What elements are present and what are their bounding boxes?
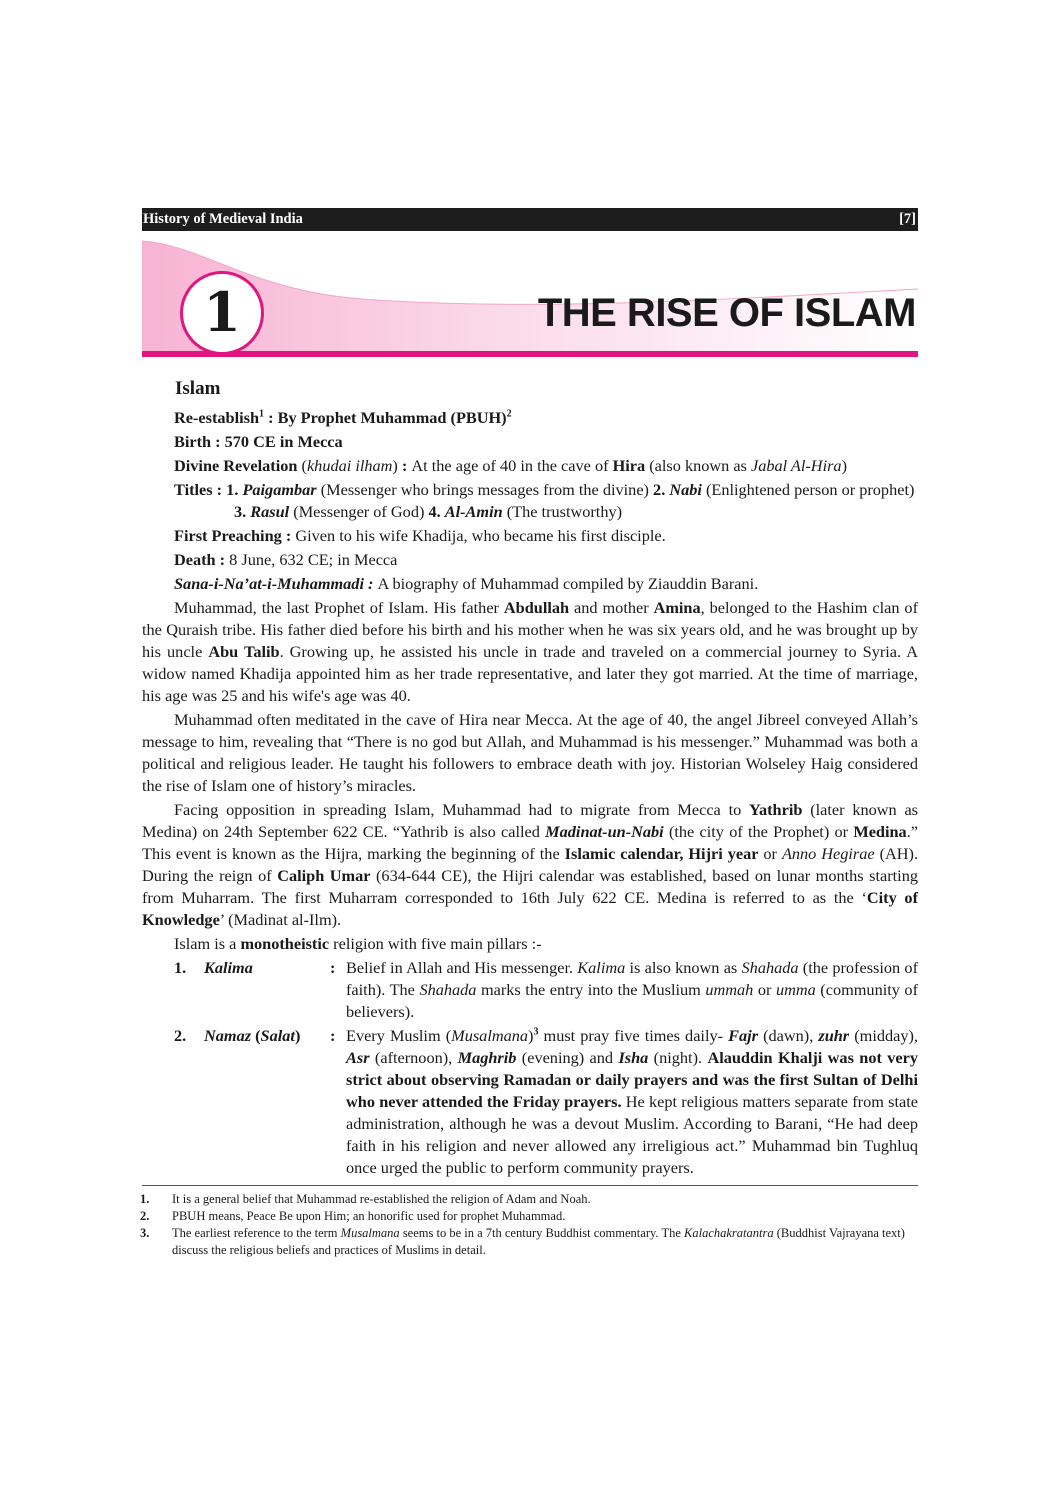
pillar-item: 1. Kalima : Belief in Allah and His messenger. Kalima is also known as Shahada (the profession of faith). The Shahada marks the entry into the Muslium ummah or umma (community of believers).: [174, 958, 918, 1021]
fact-reestablish: Re-establish$^1$ : By Prophet Muhammad (PBUH)$^2$: [174, 408, 512, 427]
fact-death: Death : 8 June, 632 CE; in Mecca: [174, 550, 398, 569]
footnote: 1. It is a general belief that Muhammad re-established the religion of Adam and Noah.: [140, 1192, 591, 1206]
book-title: History of Medieval India: [143, 211, 303, 227]
section-heading: Islam: [175, 378, 221, 399]
footnote-ref-1[interactable]: 1: [259, 408, 265, 420]
pillar-description: Belief in Allah and His messenger. Kalima is also known as Shahada (the profession of faith). The Shahada marks the entry into the Muslium ummah or umma (community of believers).: [346, 958, 918, 1021]
pillar-number: 2.: [174, 1026, 187, 1045]
fact-first-preaching: First Preaching : Given to his wife Khadija, who became his first disciple.: [174, 526, 666, 545]
paragraph-early-life: Muhammad, the last Prophet of Islam. His father Abdullah and mother Amina, belonged to the Hashim clan of the Quraish tribe. His father died before his birth and his mother when he was six years old, and he was brought up by his uncle Abu Talib. Growing up, he assisted his uncle in trade and traveled on a commercial journey to Syria. A widow named Khadija appointed him as her trade representative, and later they got married. At the time of marriage, his age was 25 and his wife's age was 40.: [142, 598, 918, 705]
footnote-ref-3[interactable]: 3: [533, 1026, 539, 1038]
paragraph-pillars-intro: Islam is a monotheistic religion with five main pillars :-: [174, 934, 542, 953]
running-header: [142, 208, 918, 231]
fact-birth: Birth : 570 CE in Mecca: [174, 432, 343, 451]
pillar-name: Kalima: [204, 958, 253, 977]
fact-divine-revelation: Divine Revelation (khudai ilham) : At the age of 40 in the cave of Hira (also known as Jabal Al-Hira): [174, 456, 847, 475]
pillar-item: 2. Namaz (Salat) : Every Muslim (Musalmana)$^3$ must pray five times daily- Fajr (dawn), zuhr (midday), Asr (afternoon), Maghrib (evening) and Isha (night). Alauddin Khalji was not very strict about observing Ramadan or daily prayers and was the first Sultan of Delhi who never attended the Friday prayers. He kept religious matters separate from state administration, although he was a devout Muslim. According to Barani, “He had deep faith in his religion and never allowed any irreligious act.” Muhammad bin Tughluq once urged the public to perform community prayers.: [174, 1026, 918, 1177]
paragraph-hijra: Facing opposition in spreading Islam, Muhammad had to migrate from Mecca to Yathrib (later known as Medina) on 24th September 622 CE. “Yathrib is also called Madinat-un-Nabi (the city of the Prophet) or Medina.” This event is known as the Hijra, marking the beginning of the Islamic calendar, Hijri year or Anno Hegirae (AH). During the reign of Caliph Umar (634-644 CE), the Hijri calendar was established, based on lunar months starting from Muharram. The first Muharram corresponded to 16th July 622 CE. Medina is referred to as the ‘City of Knowledge’ (Madinat al-Ilm).: [142, 800, 919, 929]
footnote: 2. PBUH means, Peace Be upon Him; an honorific used for prophet Muhammad.: [140, 1209, 566, 1223]
chapter-body: [142, 378, 918, 1259]
chapter-banner: [142, 231, 918, 351]
pillar-name: Namaz (Salat): [204, 1026, 301, 1045]
chapter-divider: [142, 351, 918, 357]
fact-titles: Titles : 1. Paigambar (Messenger who brings messages from the divine) 2. Nabi (Enlightened person or prophet) 3. Rasul (Messenger of God) 4. Al-Amin (The trustworthy): [174, 480, 915, 521]
chapter-number-badge: [180, 271, 264, 355]
fact-biography: Sana-i-Na’at-i-Muhammadi : A biography of Muhammad compiled by Ziauddin Barani.: [174, 574, 759, 593]
paragraph-revelation: Muhammad often meditated in the cave of Hira near Mecca. At the age of 40, the angel Jibreel conveyed Allah’s message to him, revealing that “There is no god but Allah, and Muhammad is his messenger.” Muhammad was both a political and religious leader. He taught his followers to embrace death with joy. Historian Wolseley Haig considered the rise of Islam one of history’s miracles.: [142, 710, 918, 795]
pillar-description: Every Muslim (Musalmana)$^3$ must pray five times daily- Fajr (dawn), zuhr (midday), Asr (afternoon), Maghrib (evening) and Isha (night). Alauddin Khalji was not very strict about observing Ramadan or daily prayers and was the first Sultan of Delhi who never attended the Friday prayers. He kept religious matters separate from state administration, although he was a devout Muslim. According to Barani, “He had deep faith in his religion and never allowed any irreligious act.” Muhammad bin Tughluq once urged the public to perform community prayers.: [346, 1026, 918, 1177]
chapter-title: THE RISE OF ISLAM: [537, 291, 916, 335]
page-number: [7]: [899, 211, 916, 227]
footnote-divider: [142, 1185, 918, 1186]
book-page: [142, 208, 918, 1259]
footnotes: [140, 1191, 918, 1259]
footnote: 3. The earliest reference to the term Musalmana seems to be in a 7th century Buddhist commentary. The Kalachakratantra (Buddhist Vajrayana text) discuss the religious beliefs and practices of Muslims in detail.: [140, 1226, 905, 1257]
chapter-number: 1: [203, 280, 241, 344]
footnote-ref-2[interactable]: 2: [506, 408, 512, 420]
pillar-number: 1.: [174, 958, 187, 977]
